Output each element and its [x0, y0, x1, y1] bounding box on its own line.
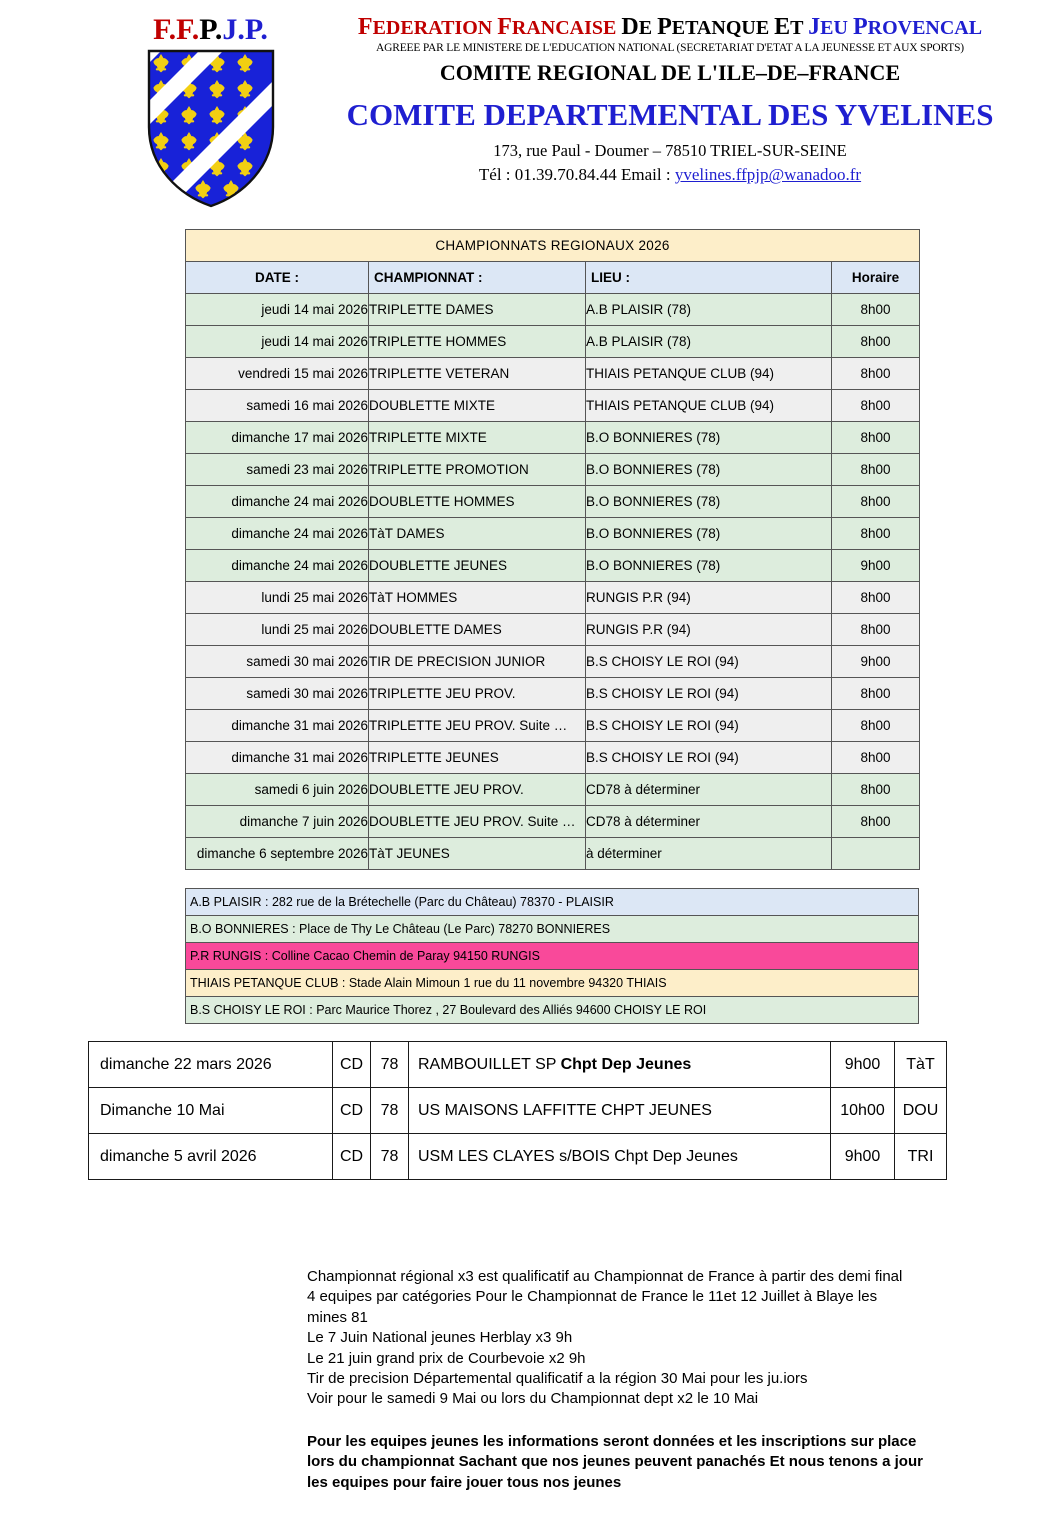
cell-cd: CD: [333, 1042, 371, 1088]
table-row: [89, 1134, 947, 1180]
cell-champ: TRIPLETTE JEUNES: [369, 742, 586, 774]
venue-row: [186, 916, 919, 943]
cell-date: dimanche 6 septembre 2026: [186, 838, 369, 870]
cell-date: samedi 23 mai 2026: [186, 454, 369, 486]
venue-row: [186, 943, 919, 970]
cell-cd: CD: [333, 1134, 371, 1180]
cell-hor: 8h00: [832, 454, 920, 486]
cell-lieu: CD78 à déterminer: [586, 774, 832, 806]
venue-address: B.S CHOISY LE ROI : Parc Maurice Thorez , 27 Boulevard des Alliés 94600 CHOISY LE ROI: [186, 997, 919, 1024]
table-row: [186, 326, 920, 358]
cell-type: TRI: [895, 1134, 947, 1180]
cell-date: dimanche 7 juin 2026: [186, 806, 369, 838]
cell-date: dimanche 5 avril 2026: [89, 1134, 333, 1180]
cell-dept-number: 78: [371, 1042, 409, 1088]
cell-champ: TàT JEUNES: [369, 838, 586, 870]
cell-date: dimanche 31 mai 2026: [186, 710, 369, 742]
venue-row: [186, 997, 919, 1024]
column-header-date: DATE :: [186, 262, 369, 294]
table-row: [186, 678, 920, 710]
table-row: [186, 582, 920, 614]
cell-date: samedi 30 mai 2026: [186, 678, 369, 710]
cell-date: jeudi 14 mai 2026: [186, 294, 369, 326]
cell-dept-number: 78: [371, 1134, 409, 1180]
departmental-committee-title: COMITE DEPARTEMENTAL DES YVELINES: [346, 97, 994, 133]
cell-type: DOU: [895, 1088, 947, 1134]
cell-date: samedi 6 juin 2026: [186, 774, 369, 806]
cell-lieu: THIAIS PETANQUE CLUB (94): [586, 390, 832, 422]
cell-type: TàT: [895, 1042, 947, 1088]
note-line: Voir pour le samedi 9 Mai ou lors du Championnat dept x2 le 10 Mai: [307, 1390, 759, 1408]
cell-date: jeudi 14 mai 2026: [186, 326, 369, 358]
venue-row: [186, 970, 919, 997]
cell-lieu: CD78 à déterminer: [586, 806, 832, 838]
cell-date: samedi 30 mai 2026: [186, 646, 369, 678]
column-header-horaire: Horaire: [832, 262, 920, 294]
table-row: [186, 838, 920, 870]
table-row: [186, 390, 920, 422]
cell-hor: 8h00: [832, 678, 920, 710]
cell-date: dimanche 22 mars 2026: [89, 1042, 333, 1088]
cell-hor: [832, 838, 920, 870]
event-name-plain: RAMBOUILLET SP: [418, 1055, 561, 1073]
cell-lieu: RUNGIS P.R (94): [586, 582, 832, 614]
cell-champ: DOUBLETTE HOMMES: [369, 486, 586, 518]
table-row: [186, 742, 920, 774]
cell-hor: 8h00: [832, 710, 920, 742]
cell-champ: TRIPLETTE JEU PROV.: [369, 678, 586, 710]
table-row: [186, 422, 920, 454]
column-header-championnat: CHAMPIONNAT :: [369, 262, 586, 294]
cell-champ: DOUBLETTE DAMES: [369, 614, 586, 646]
venue-address: B.O BONNIERES : Place de Thy Le Château (Le Parc) 78270 BONNIERES: [186, 916, 919, 943]
table-row: [186, 710, 920, 742]
cell-lieu: B.O BONNIERES (78): [586, 454, 832, 486]
venue-address: THIAIS PETANQUE CLUB : Stade Alain Mimoun 1 rue du 11 novembre 94320 THIAIS: [186, 970, 919, 997]
cell-hor: 8h00: [832, 422, 920, 454]
table-row: [186, 774, 920, 806]
cell-lieu: B.S CHOISY LE ROI (94): [586, 710, 832, 742]
agreement-line: AGREEE PAR LE MINISTERE DE L'EDUCATION NATIONAL (SECRETARIAT D'ETAT A LA JEUNESSE ET AUX SPORTS): [376, 42, 964, 55]
championship-schedule-table: [185, 229, 919, 870]
table-row: [186, 518, 920, 550]
cell-date: lundi 25 mai 2026: [186, 582, 369, 614]
cell-champ: TRIPLETTE JEU PROV. Suite …: [369, 710, 586, 742]
cell-lieu: B.O BONNIERES (78): [586, 422, 832, 454]
venue-address: A.B PLAISIR : 282 rue de la Brétechelle (Parc du Château) 78370 - PLAISIR: [186, 889, 919, 916]
ffpjp-acronym: F.F.P.J.P.: [153, 13, 268, 46]
cell-lieu: à déterminer: [586, 838, 832, 870]
postal-address: 173, rue Paul - Doumer – 78510 TRIEL-SUR-SEINE: [493, 141, 847, 161]
cell-date: dimanche 24 mai 2026: [186, 550, 369, 582]
cell-champ: DOUBLETTE JEUNES: [369, 550, 586, 582]
cell-hor: 8h00: [832, 742, 920, 774]
note-line: 4 equipes par catégories Pour le Championnat de France le 11et 12 Juillet à Blaye les: [307, 1288, 878, 1306]
cell-date: vendredi 15 mai 2026: [186, 358, 369, 390]
cell-lieu: B.S CHOISY LE ROI (94): [586, 646, 832, 678]
note-bold-line: Pour les equipes jeunes les informations seront données et les inscriptions sur place: [307, 1432, 917, 1450]
table-row: [186, 486, 920, 518]
cell-lieu: B.O BONNIERES (78): [586, 518, 832, 550]
ffpjp-logo-block: [128, 14, 293, 209]
event-name-plain: USM LES CLAYES s/BOIS Chpt Dep Jeunes: [418, 1147, 738, 1165]
note-bold-line: lors du championnat Sachant que nos jeunes peuvent panachés Et nous tenons a jour: [307, 1453, 923, 1471]
venue-address: P.R RUNGIS : Colline Cacao Chemin de Paray 94150 RUNGIS: [186, 943, 919, 970]
cell-champ: DOUBLETTE MIXTE: [369, 390, 586, 422]
event-name-plain: US MAISONS LAFFITTE CHPT JEUNES: [418, 1101, 712, 1119]
cell-date: dimanche 17 mai 2026: [186, 422, 369, 454]
notes-plain-block: [307, 1267, 1007, 1410]
note-line: Tir de precision Départemental qualificatif a la région 30 Mai pour les ju.iors: [307, 1369, 808, 1387]
schedule-header-row: [186, 262, 920, 294]
footer-notes: [307, 1267, 1007, 1493]
table-row: [89, 1042, 947, 1088]
contact-line: [300, 165, 1040, 185]
cell-cd: CD: [333, 1088, 371, 1134]
cell-champ: TàT HOMMES: [369, 582, 586, 614]
cell-champ: TRIPLETTE VETERAN: [369, 358, 586, 390]
cell-time: 9h00: [831, 1134, 895, 1180]
venue-address-legend: [185, 888, 919, 1024]
email-link[interactable]: yvelines.ffpjp@wanadoo.fr: [674, 165, 862, 185]
cell-lieu: RUNGIS P.R (94): [586, 614, 832, 646]
cell-date: lundi 25 mai 2026: [186, 614, 369, 646]
cell-champ: TRIPLETTE MIXTE: [369, 422, 586, 454]
cell-champ: DOUBLETTE JEU PROV.: [369, 774, 586, 806]
cell-hor: 9h00: [832, 646, 920, 678]
cell-event-name: [409, 1088, 831, 1134]
table-row: [186, 550, 920, 582]
cell-hor: 8h00: [832, 294, 920, 326]
venue-row: [186, 889, 919, 916]
tel-label: Tél : 01.39.70.84.44 Email :: [478, 165, 675, 185]
departmental-events-body: [89, 1042, 947, 1180]
table-row: [89, 1088, 947, 1134]
departmental-events-table: [88, 1041, 946, 1180]
regional-committee-title: COMITE REGIONAL DE L'ILE–DE–FRANCE: [439, 60, 901, 86]
schedule-title-row: [186, 230, 920, 262]
cell-lieu: A.B PLAISIR (78): [586, 294, 832, 326]
coat-of-arms-icon: [128, 49, 293, 209]
cell-champ: TàT DAMES: [369, 518, 586, 550]
cell-champ: TRIPLETTE HOMMES: [369, 326, 586, 358]
column-header-lieu: LIEU :: [586, 262, 832, 294]
cell-hor: 8h00: [832, 358, 920, 390]
cell-lieu: THIAIS PETANQUE CLUB (94): [586, 358, 832, 390]
cell-lieu: B.S CHOISY LE ROI (94): [586, 678, 832, 710]
cell-champ: DOUBLETTE JEU PROV. Suite …: [369, 806, 586, 838]
note-line: Le 21 juin grand prix de Courbevoie x2 9h: [307, 1349, 586, 1367]
cell-dept-number: 78: [371, 1088, 409, 1134]
note-line: mines 81: [307, 1308, 368, 1326]
cell-hor: 8h00: [832, 582, 920, 614]
cell-champ: TIR DE PRECISION JUNIOR: [369, 646, 586, 678]
venue-list: [186, 889, 919, 1024]
schedule-body: [186, 294, 920, 870]
cell-hor: 8h00: [832, 486, 920, 518]
table-row: [186, 646, 920, 678]
cell-hor: 8h00: [832, 614, 920, 646]
table-row: [186, 358, 920, 390]
schedule-title: CHAMPIONNATS REGIONAUX 2026: [186, 230, 920, 262]
cell-champ: TRIPLETTE PROMOTION: [369, 454, 586, 486]
cell-date: dimanche 31 mai 2026: [186, 742, 369, 774]
cell-lieu: B.O BONNIERES (78): [586, 486, 832, 518]
cell-date: Dimanche 10 Mai: [89, 1088, 333, 1134]
page-header: [0, 0, 1064, 215]
header-titles: [300, 14, 1040, 185]
table-row: [186, 614, 920, 646]
note-bold-line: les equipes pour faire jouer tous nos jeunes: [307, 1473, 622, 1491]
cell-lieu: B.S CHOISY LE ROI (94): [586, 742, 832, 774]
cell-date: dimanche 24 mai 2026: [186, 486, 369, 518]
cell-lieu: A.B PLAISIR (78): [586, 326, 832, 358]
cell-time: 10h00: [831, 1088, 895, 1134]
cell-lieu: B.O BONNIERES (78): [586, 550, 832, 582]
cell-event-name: [409, 1042, 831, 1088]
table-row: [186, 806, 920, 838]
table-row: [186, 454, 920, 486]
cell-hor: 8h00: [832, 774, 920, 806]
cell-time: 9h00: [831, 1042, 895, 1088]
note-line: Le 7 Juin National jeunes Herblay x3 9h: [307, 1329, 573, 1347]
cell-hor: 8h00: [832, 390, 920, 422]
event-name-bold: Chpt Dep Jeunes: [560, 1055, 692, 1073]
cell-date: dimanche 24 mai 2026: [186, 518, 369, 550]
cell-event-name: [409, 1134, 831, 1180]
cell-hor: 8h00: [832, 518, 920, 550]
cell-champ: TRIPLETTE DAMES: [369, 294, 586, 326]
federation-title: FEDERATION FRANCAISE DE PETANQUE ET JEU PROVENCAL: [357, 14, 983, 40]
notes-bold-block: [307, 1432, 1007, 1493]
cell-hor: 9h00: [832, 550, 920, 582]
cell-hor: 8h00: [832, 806, 920, 838]
cell-date: samedi 16 mai 2026: [186, 390, 369, 422]
note-line: Championnat régional x3 est qualificatif au Championnat de France à partir des demi final: [307, 1268, 903, 1285]
table-row: [186, 294, 920, 326]
cell-hor: 8h00: [832, 326, 920, 358]
